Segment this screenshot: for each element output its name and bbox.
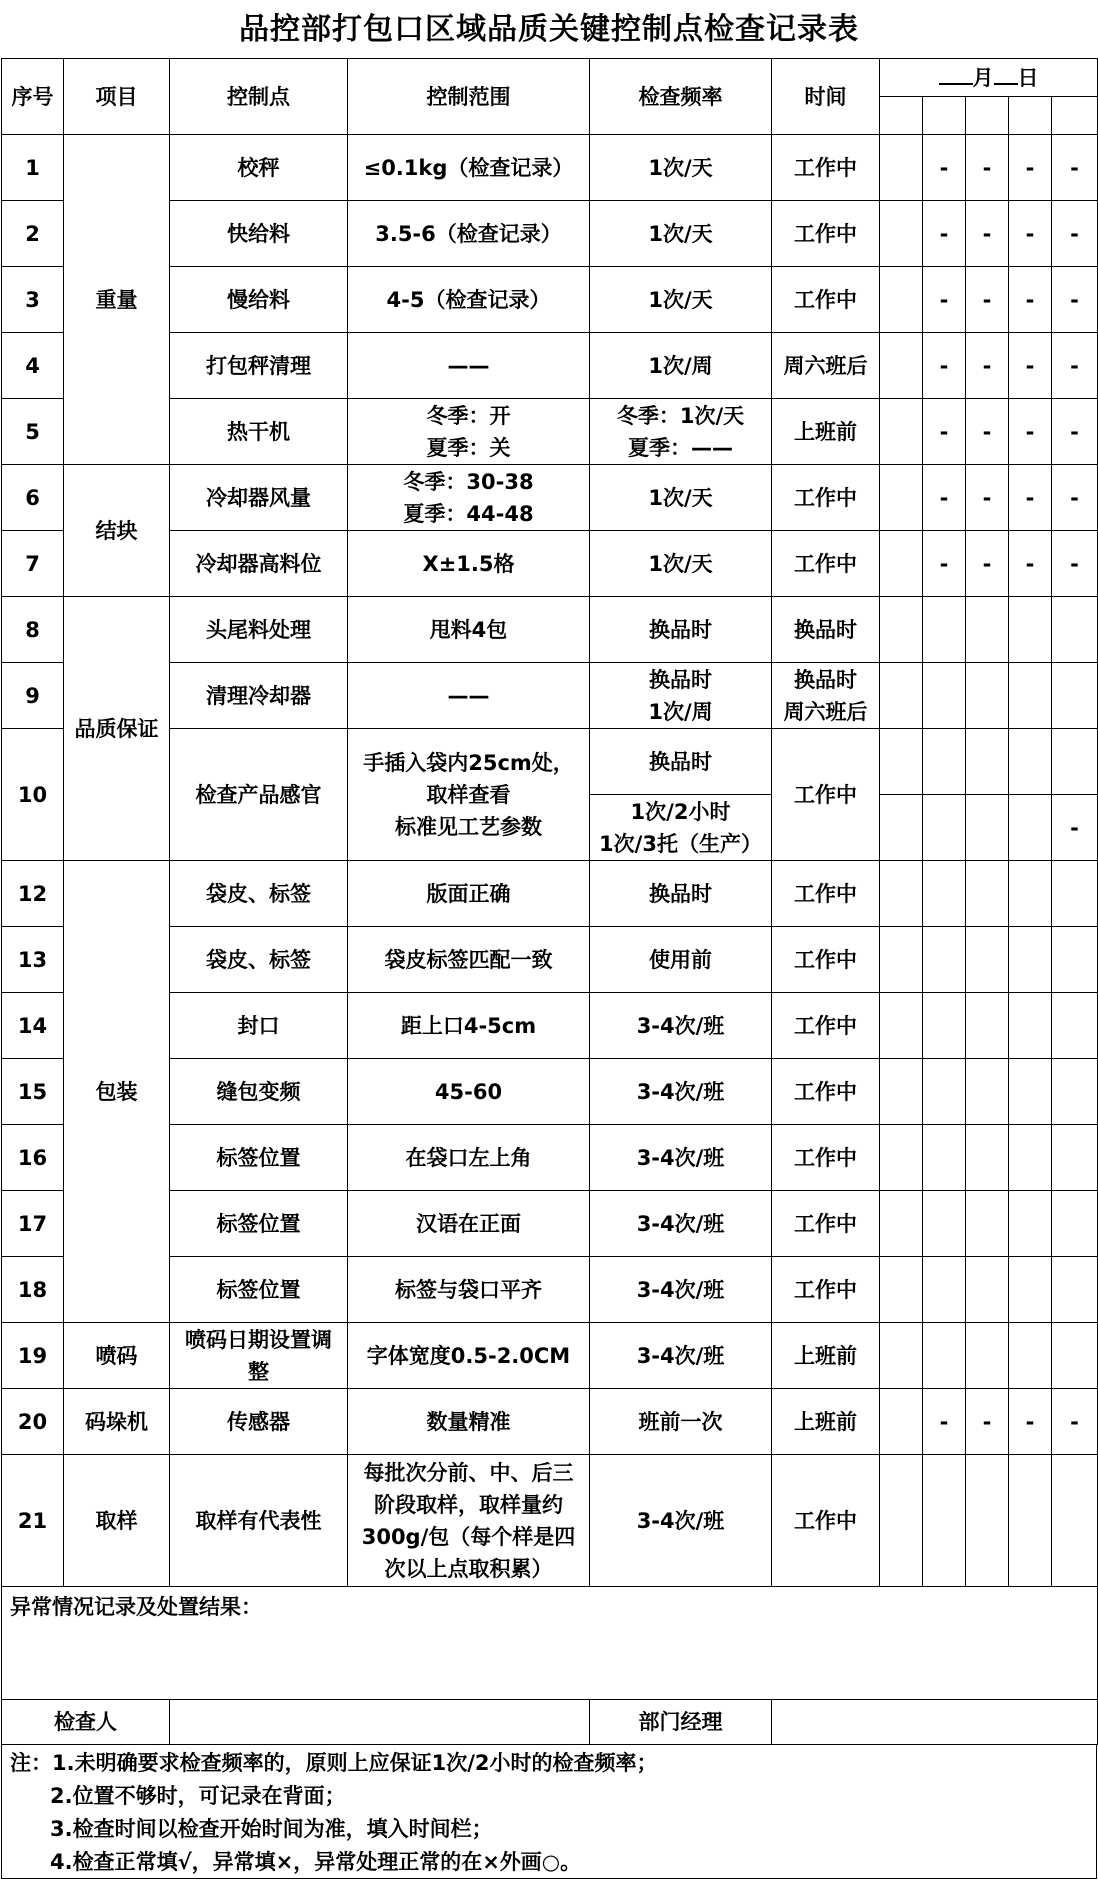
record-cell[interactable] bbox=[1052, 1191, 1098, 1257]
record-cell[interactable] bbox=[923, 1257, 966, 1323]
check-frequency bbox=[590, 663, 772, 729]
record-cell[interactable]: - bbox=[1052, 201, 1098, 267]
record-cell[interactable]: - bbox=[966, 201, 1009, 267]
note-line: 4.检查正常填√，异常填×，异常处理正常的在×外画○。 bbox=[50, 1850, 582, 1874]
sheet-title: 品控部打包口区域品质关键控制点检查记录表 bbox=[239, 12, 859, 47]
check-frequency: 1次/周 bbox=[590, 333, 772, 399]
control-range: 汉语在正面 bbox=[348, 1191, 590, 1257]
record-cell[interactable] bbox=[1009, 729, 1052, 795]
record-cell[interactable] bbox=[1052, 1323, 1098, 1389]
check-time: 工作中 bbox=[772, 201, 880, 267]
abnormal-record-field[interactable] bbox=[2, 1587, 1098, 1700]
row-number: 6 bbox=[2, 465, 64, 531]
control-range bbox=[348, 399, 590, 465]
freq-line: 冬季：1次/天 bbox=[616, 403, 745, 428]
check-frequency: 1次/天 bbox=[590, 267, 772, 333]
record-cell[interactable] bbox=[923, 861, 966, 927]
row-number: 2 bbox=[2, 201, 64, 267]
check-time: 工作中 bbox=[772, 1125, 880, 1191]
record-cell[interactable]: - bbox=[1009, 267, 1052, 333]
check-time: 工作中 bbox=[772, 135, 880, 201]
record-cell[interactable] bbox=[1052, 663, 1098, 729]
control-range: 版面正确 bbox=[348, 861, 590, 927]
range-line: 取样查看 bbox=[426, 782, 511, 807]
record-cell[interactable] bbox=[880, 1191, 923, 1257]
record-cell[interactable] bbox=[880, 531, 923, 597]
row-number: 5 bbox=[2, 399, 64, 465]
record-cell[interactable]: - bbox=[1052, 531, 1098, 597]
check-time bbox=[772, 663, 880, 729]
record-cell[interactable]: - bbox=[1052, 465, 1098, 531]
record-cell[interactable] bbox=[966, 663, 1009, 729]
row-number: 10 bbox=[2, 729, 64, 861]
check-time: 工作中 bbox=[772, 1257, 880, 1323]
control-range: 字体宽度0.5-2.0CM bbox=[348, 1323, 590, 1389]
control-range: 45-60 bbox=[348, 1059, 590, 1125]
note-line: 2.位置不够时，可记录在背面； bbox=[50, 1784, 346, 1808]
table-row bbox=[2, 861, 1098, 927]
record-cell[interactable] bbox=[966, 1455, 1009, 1587]
record-cell[interactable]: - bbox=[1052, 1389, 1098, 1455]
record-cell[interactable] bbox=[880, 267, 923, 333]
range-line: 冬季：30-38 bbox=[403, 469, 534, 494]
record-cell[interactable]: - bbox=[1052, 399, 1098, 465]
inspector-label: 检查人 bbox=[2, 1700, 170, 1745]
note-line: 注：1.未明确要求检查频率的，原则上应保证1次/2小时的检查频率； bbox=[10, 1751, 658, 1775]
time-slot-cell[interactable] bbox=[923, 97, 966, 135]
day-label: 日 bbox=[1017, 65, 1039, 90]
control-point: 标签位置 bbox=[170, 1191, 348, 1257]
record-cell[interactable] bbox=[1052, 927, 1098, 993]
time-slot-cell[interactable] bbox=[1009, 97, 1052, 135]
record-cell[interactable] bbox=[1009, 1323, 1052, 1389]
record-cell[interactable]: - bbox=[966, 1389, 1009, 1455]
record-cell[interactable]: - bbox=[966, 333, 1009, 399]
check-time: 上班前 bbox=[772, 1323, 880, 1389]
record-cell[interactable] bbox=[923, 1125, 966, 1191]
row-number: 9 bbox=[2, 663, 64, 729]
control-range: 标签与袋口平齐 bbox=[348, 1257, 590, 1323]
range-line: 手插入袋内25cm处， bbox=[363, 750, 574, 775]
check-frequency: 3-4次/班 bbox=[590, 1323, 772, 1389]
header-item: 项目 bbox=[64, 59, 170, 135]
control-point: 传感器 bbox=[170, 1389, 348, 1455]
range-line: 夏季：关 bbox=[426, 435, 511, 460]
record-cell[interactable] bbox=[1009, 597, 1052, 663]
record-cell[interactable] bbox=[880, 1323, 923, 1389]
check-frequency: 3-4次/班 bbox=[590, 1257, 772, 1323]
row-number: 15 bbox=[2, 1059, 64, 1125]
record-cell[interactable]: - bbox=[1009, 201, 1052, 267]
control-range: X±1.5格 bbox=[348, 531, 590, 597]
record-cell[interactable] bbox=[880, 1455, 923, 1587]
record-cell[interactable] bbox=[1009, 1059, 1052, 1125]
record-cell[interactable] bbox=[923, 597, 966, 663]
record-cell[interactable] bbox=[1052, 993, 1098, 1059]
record-cell[interactable] bbox=[880, 135, 923, 201]
check-time: 工作中 bbox=[772, 1059, 880, 1125]
control-range: —— bbox=[348, 333, 590, 399]
range-line: 每批次分前、中、后三 bbox=[363, 1460, 574, 1485]
time-slot-cell[interactable] bbox=[966, 97, 1009, 135]
record-cell[interactable] bbox=[880, 1125, 923, 1191]
record-cell[interactable] bbox=[1009, 1455, 1052, 1587]
row-number: 21 bbox=[2, 1455, 64, 1587]
check-time: 工作中 bbox=[772, 729, 880, 861]
check-time: 工作中 bbox=[772, 1455, 880, 1587]
check-frequency: 1次/天 bbox=[590, 201, 772, 267]
check-time: 工作中 bbox=[772, 465, 880, 531]
control-range: ≤0.1kg（检查记录） bbox=[348, 135, 590, 201]
record-cell[interactable] bbox=[966, 993, 1009, 1059]
check-time: 工作中 bbox=[772, 861, 880, 927]
check-time: 工作中 bbox=[772, 927, 880, 993]
control-point: 封口 bbox=[170, 993, 348, 1059]
record-cell[interactable] bbox=[966, 729, 1009, 795]
range-line: 阶段取样，取样量约 bbox=[374, 1492, 563, 1517]
check-time: 工作中 bbox=[772, 1191, 880, 1257]
header-time: 时间 bbox=[772, 59, 880, 135]
freq-line: 夏季：—— bbox=[628, 435, 733, 460]
record-cell[interactable] bbox=[1009, 795, 1052, 861]
record-cell[interactable] bbox=[880, 465, 923, 531]
record-cell[interactable]: - bbox=[966, 135, 1009, 201]
control-point: 打包秤清理 bbox=[170, 333, 348, 399]
check-time: 工作中 bbox=[772, 531, 880, 597]
record-cell[interactable] bbox=[966, 795, 1009, 861]
record-cell[interactable] bbox=[880, 861, 923, 927]
record-cell[interactable] bbox=[1009, 1125, 1052, 1191]
freq-line: 1次/2小时 bbox=[630, 799, 731, 824]
check-time: 换品时 bbox=[772, 597, 880, 663]
record-cell[interactable]: - bbox=[1052, 795, 1098, 861]
range-line: 冬季：开 bbox=[426, 403, 511, 428]
record-cell[interactable] bbox=[880, 795, 923, 861]
record-cell[interactable]: - bbox=[923, 201, 966, 267]
control-point: 袋皮、标签 bbox=[170, 927, 348, 993]
record-cell[interactable] bbox=[966, 1125, 1009, 1191]
record-cell[interactable] bbox=[880, 993, 923, 1059]
abnormal-label: 异常情况记录及处置结果： bbox=[10, 1595, 262, 1619]
control-range bbox=[348, 465, 590, 531]
control-point: 快给料 bbox=[170, 201, 348, 267]
record-cell[interactable] bbox=[1052, 1455, 1098, 1587]
record-cell[interactable] bbox=[1052, 861, 1098, 927]
check-frequency: 换品时 bbox=[590, 861, 772, 927]
record-cell[interactable]: - bbox=[923, 465, 966, 531]
record-cell[interactable] bbox=[880, 663, 923, 729]
check-frequency bbox=[590, 399, 772, 465]
table-row bbox=[2, 1323, 1098, 1389]
abnormal-row bbox=[2, 1587, 1098, 1700]
check-time: 周六班后 bbox=[772, 333, 880, 399]
record-cell[interactable] bbox=[1052, 729, 1098, 795]
control-range bbox=[348, 729, 590, 861]
table-row bbox=[2, 1455, 1098, 1587]
row-number: 13 bbox=[2, 927, 64, 993]
header-row bbox=[2, 59, 1098, 97]
record-cell[interactable] bbox=[1009, 927, 1052, 993]
group-quality: 品质保证 bbox=[64, 597, 170, 861]
group-sampling: 取样 bbox=[64, 1455, 170, 1587]
row-number: 8 bbox=[2, 597, 64, 663]
record-cell[interactable] bbox=[1009, 861, 1052, 927]
manager-label: 部门经理 bbox=[590, 1700, 772, 1745]
control-range: 甩料4包 bbox=[348, 597, 590, 663]
note-line: 3.检查时间以检查开始时间为准，填入时间栏； bbox=[50, 1817, 493, 1841]
check-frequency: 3-4次/班 bbox=[590, 1059, 772, 1125]
record-cell[interactable] bbox=[880, 927, 923, 993]
record-cell[interactable] bbox=[1009, 1191, 1052, 1257]
record-cell[interactable]: - bbox=[923, 399, 966, 465]
check-frequency: 使用前 bbox=[590, 927, 772, 993]
record-cell[interactable] bbox=[880, 399, 923, 465]
record-cell[interactable] bbox=[923, 663, 966, 729]
record-cell[interactable]: - bbox=[923, 531, 966, 597]
control-point: 头尾料处理 bbox=[170, 597, 348, 663]
row-number: 19 bbox=[2, 1323, 64, 1389]
control-range: 距上口4-5cm bbox=[348, 993, 590, 1059]
record-cell[interactable] bbox=[966, 1191, 1009, 1257]
header-point: 控制点 bbox=[170, 59, 348, 135]
record-cell[interactable] bbox=[923, 729, 966, 795]
inspection-table bbox=[1, 58, 1098, 1745]
header-freq: 检查频率 bbox=[590, 59, 772, 135]
range-line: 夏季：44-48 bbox=[403, 501, 534, 526]
control-range bbox=[348, 1455, 590, 1587]
record-cell[interactable]: - bbox=[966, 399, 1009, 465]
check-frequency bbox=[590, 795, 772, 861]
check-frequency: 3-4次/班 bbox=[590, 993, 772, 1059]
record-cell[interactable]: - bbox=[923, 1389, 966, 1455]
check-frequency: 1次/天 bbox=[590, 531, 772, 597]
record-cell[interactable]: - bbox=[1009, 333, 1052, 399]
record-cell[interactable] bbox=[966, 597, 1009, 663]
check-time: 工作中 bbox=[772, 267, 880, 333]
control-range: 3.5-6（检查记录） bbox=[348, 201, 590, 267]
check-frequency: 1次/天 bbox=[590, 465, 772, 531]
check-frequency: 换品时 bbox=[590, 729, 772, 795]
record-cell[interactable]: - bbox=[1052, 135, 1098, 201]
record-cell[interactable] bbox=[880, 1389, 923, 1455]
record-cell[interactable] bbox=[1052, 597, 1098, 663]
record-cell[interactable] bbox=[923, 795, 966, 861]
time-line: 换品时 bbox=[794, 667, 857, 692]
control-range: 在袋口左上角 bbox=[348, 1125, 590, 1191]
notes-section bbox=[1, 1745, 1097, 1879]
record-cell[interactable]: - bbox=[966, 465, 1009, 531]
record-cell[interactable] bbox=[880, 333, 923, 399]
row-number: 3 bbox=[2, 267, 64, 333]
time-line: 周六班后 bbox=[783, 699, 868, 724]
control-point: 标签位置 bbox=[170, 1257, 348, 1323]
group-weight: 重量 bbox=[64, 135, 170, 465]
record-cell[interactable] bbox=[880, 1257, 923, 1323]
row-number: 16 bbox=[2, 1125, 64, 1191]
row-number: 7 bbox=[2, 531, 64, 597]
control-point: 校秤 bbox=[170, 135, 348, 201]
row-number: 4 bbox=[2, 333, 64, 399]
control-point: 缝包变频 bbox=[170, 1059, 348, 1125]
header-seq: 序号 bbox=[2, 59, 64, 135]
control-point: 冷却器风量 bbox=[170, 465, 348, 531]
freq-line: 1次/周 bbox=[648, 699, 713, 724]
range-line: 标准见工艺参数 bbox=[395, 814, 542, 839]
control-point: 冷却器高料位 bbox=[170, 531, 348, 597]
row-number: 17 bbox=[2, 1191, 64, 1257]
signature-row bbox=[2, 1700, 1098, 1745]
row-number: 20 bbox=[2, 1389, 64, 1455]
record-cell[interactable] bbox=[966, 1059, 1009, 1125]
control-point: 标签位置 bbox=[170, 1125, 348, 1191]
control-point: 取样有代表性 bbox=[170, 1455, 348, 1587]
control-point: 热干机 bbox=[170, 399, 348, 465]
header-range: 控制范围 bbox=[348, 59, 590, 135]
record-cell[interactable] bbox=[1009, 1257, 1052, 1323]
group-caking: 结块 bbox=[64, 465, 170, 597]
record-cell[interactable]: - bbox=[923, 135, 966, 201]
record-cell[interactable]: - bbox=[966, 531, 1009, 597]
group-stacker: 码垛机 bbox=[64, 1389, 170, 1455]
date-field[interactable] bbox=[880, 59, 1098, 97]
manager-signature-field[interactable] bbox=[772, 1700, 1098, 1745]
control-range: 4-5（检查记录） bbox=[348, 267, 590, 333]
freq-line: 换品时 bbox=[649, 667, 712, 692]
record-cell[interactable]: - bbox=[1052, 333, 1098, 399]
record-cell[interactable]: - bbox=[1009, 399, 1052, 465]
record-cell[interactable] bbox=[880, 1059, 923, 1125]
record-cell[interactable] bbox=[1052, 1125, 1098, 1191]
table-row bbox=[2, 465, 1098, 531]
check-frequency: 1次/天 bbox=[590, 135, 772, 201]
control-point: 清理冷却器 bbox=[170, 663, 348, 729]
record-cell[interactable]: - bbox=[1009, 465, 1052, 531]
row-number: 12 bbox=[2, 861, 64, 927]
row-number: 1 bbox=[2, 135, 64, 201]
record-cell[interactable] bbox=[1052, 1059, 1098, 1125]
record-cell[interactable]: - bbox=[1052, 267, 1098, 333]
record-cell[interactable] bbox=[966, 1323, 1009, 1389]
control-range: —— bbox=[348, 663, 590, 729]
record-cell[interactable]: - bbox=[1009, 1389, 1052, 1455]
record-cell[interactable] bbox=[966, 1257, 1009, 1323]
record-cell[interactable]: - bbox=[923, 267, 966, 333]
record-cell[interactable] bbox=[880, 597, 923, 663]
row-number: 14 bbox=[2, 993, 64, 1059]
record-cell[interactable] bbox=[923, 1455, 966, 1587]
record-cell[interactable] bbox=[923, 993, 966, 1059]
record-cell[interactable] bbox=[880, 729, 923, 795]
record-cell[interactable] bbox=[923, 1059, 966, 1125]
record-cell[interactable]: - bbox=[966, 267, 1009, 333]
control-point: 检查产品感官 bbox=[170, 729, 348, 861]
point-line: 整 bbox=[248, 1359, 269, 1384]
record-cell[interactable] bbox=[966, 927, 1009, 993]
record-cell[interactable] bbox=[923, 1323, 966, 1389]
group-packing: 包装 bbox=[64, 861, 170, 1323]
record-cell[interactable] bbox=[966, 861, 1009, 927]
group-coding: 喷码 bbox=[64, 1323, 170, 1389]
month-label: 月 bbox=[972, 65, 994, 90]
check-time: 上班前 bbox=[772, 1389, 880, 1455]
control-point: 慢给料 bbox=[170, 267, 348, 333]
check-frequency: 班前一次 bbox=[590, 1389, 772, 1455]
control-point bbox=[170, 1323, 348, 1389]
check-time: 上班前 bbox=[772, 399, 880, 465]
table-row bbox=[2, 597, 1098, 663]
range-line: 次以上点取积累） bbox=[384, 1556, 553, 1581]
control-point: 袋皮、标签 bbox=[170, 861, 348, 927]
inspector-signature-field[interactable] bbox=[170, 1700, 590, 1745]
control-range: 数量精准 bbox=[348, 1389, 590, 1455]
freq-line: 1次/3托（生产） bbox=[599, 831, 762, 856]
record-cell[interactable]: - bbox=[1009, 135, 1052, 201]
record-cell[interactable] bbox=[923, 927, 966, 993]
check-frequency: 3-4次/班 bbox=[590, 1125, 772, 1191]
point-line: 喷码日期设置调 bbox=[185, 1327, 332, 1352]
time-slot-cell[interactable] bbox=[1052, 97, 1098, 135]
record-cell[interactable] bbox=[880, 201, 923, 267]
table-row bbox=[2, 1389, 1098, 1455]
time-slot-cell[interactable] bbox=[880, 97, 923, 135]
control-range: 袋皮标签匹配一致 bbox=[348, 927, 590, 993]
record-cell[interactable]: - bbox=[1009, 531, 1052, 597]
check-frequency: 3-4次/班 bbox=[590, 1191, 772, 1257]
check-time: 工作中 bbox=[772, 993, 880, 1059]
record-cell[interactable]: - bbox=[923, 333, 966, 399]
record-cell[interactable] bbox=[1009, 663, 1052, 729]
record-cell[interactable] bbox=[923, 1191, 966, 1257]
table-row bbox=[2, 135, 1098, 201]
record-cell[interactable] bbox=[1009, 993, 1052, 1059]
record-cell[interactable] bbox=[1052, 1257, 1098, 1323]
row-number: 18 bbox=[2, 1257, 64, 1323]
check-frequency: 3-4次/班 bbox=[590, 1455, 772, 1587]
range-line: 300g/包（每个样是四 bbox=[361, 1524, 576, 1549]
check-frequency: 换品时 bbox=[590, 597, 772, 663]
